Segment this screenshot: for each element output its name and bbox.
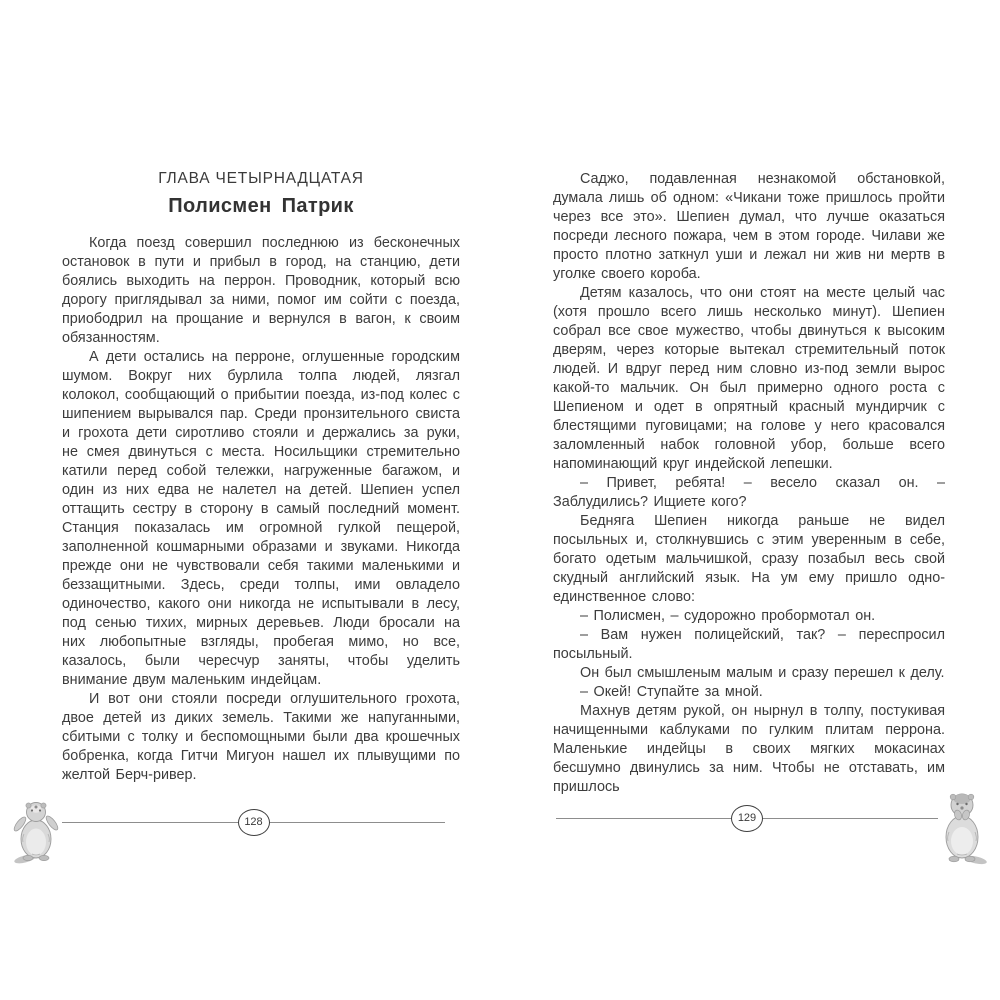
paragraph: – Окей! Ступайте за мной. bbox=[580, 684, 763, 700]
paragraph: А дети остались на перроне, оглушенные городским шумом. Вокруг них бурлила толпа людей, лязгал колокол, сообщающий о прибытии поезда, из-под колес с шипением вырывался пар. Среди пронзительного свиста и грохота дети сиротливо стояли и держались за руки, не смея двинуться с места. Носильщики стремительно катили перед собой тележки, нагруженные багажом, и один из них едва не налетел на детей. Шепиен успел оттащить сестру в сторону в самый последний момент. Станция показалась им огромной гулкой пещерой, заполненной кошмарными образами и звуками. Никогда прежде они не чувствовали себя такими маленькими и беззащитными. Здесь, среди толпы, ими овладело одиночество, какого они никогда не испытывали в лесу, под сенью тихих, мирных деревьев. Люди бросали на них любопытные взгляды, пробегая мимо, но все, казалось, были чересчур заняты, чтобы уделить внимание двум маленьким индейцам. bbox=[62, 349, 460, 688]
chapter-title: Полисмен Патрик bbox=[168, 195, 354, 217]
footer-rule bbox=[762, 818, 938, 819]
paragraph: – Привет, ребята! – весело сказал он. – Заблудились? Ищиете кого? bbox=[553, 475, 945, 510]
footer-rule bbox=[269, 822, 446, 823]
beaver-paws-at-mouth-icon bbox=[936, 788, 990, 866]
paragraph: Детям казалось, что они стоят на месте целый час (хотя прошло всего лишь несколько минут). Шепиен собрал все свое мужество, чтобы двинуться к высоким дверям, через которые вытекал стремительный поток людей. И вдруг перед ним словно из-под земли вырос какой-то мальчик. Он был примерно одного роста с Шепиеном и одет в опрятный красный мундирчик с блестящими пуговицами; на голове у него красовался заломленный набок головной убор, больше всего напоминающий круг индейской лепешки. bbox=[553, 285, 945, 472]
paragraph: Когда поезд совершил последнюю из бесконечных остановок в пути и прибыл в город, на станцию, дети боялись выходить на перрон. Проводник, который всю дорогу приглядывал за ними, помог им сойти с поезда, приободрил на прощание и вернулся в вагон, к своим обязанностям. bbox=[62, 235, 460, 346]
paragraph: Махнув детям рукой, он нырнул в толпу, постукивая начищенными каблуками по гулким плитам перрона. Маленькие индейцы в своих мягких мокасинах бесшумно двинулись за ним. Чтобы не отставать, им пришлось bbox=[553, 703, 945, 795]
paragraph: – Полисмен, – судорожно пробормотал он. bbox=[580, 608, 876, 624]
paragraph: Он был смышленым малым и сразу перешел к делу. bbox=[580, 665, 945, 681]
left-page-body bbox=[62, 234, 460, 785]
right-page bbox=[553, 170, 945, 797]
paragraph: И вот они стояли посреди оглушительного грохота, двое детей из диких земель. Такими же напуганными, сбитыми с толку и беспомощными были два крошечных бобренка, когда Гитчи Мигуон нашел их плывущими по желтой Берч-ривер. bbox=[62, 691, 460, 783]
right-page-footer bbox=[556, 804, 938, 832]
footer-rule bbox=[556, 818, 732, 819]
paragraph: – Вам нужен полицейский, так? – переспросил посыльный. bbox=[553, 627, 945, 662]
paragraph: Бедняга Шепиен никогда раньше не видел посыльных и, столкнувшись с этим уверенным в себе, богато одетым мальчишкой, сразу позабыл весь свой скудный английский язык. На ум ему пришло одно-единственное слово: bbox=[553, 513, 945, 605]
footer-rule bbox=[62, 822, 239, 823]
chapter-label: ГЛАВА ЧЕТЫРНАДЦАТАЯ bbox=[158, 170, 364, 187]
left-page-footer bbox=[62, 808, 445, 836]
left-page bbox=[62, 170, 460, 785]
right-page-body bbox=[553, 170, 945, 797]
page-number-badge: 128 bbox=[238, 809, 270, 836]
page-number-badge: 129 bbox=[731, 805, 763, 832]
beaver-arms-raised-icon bbox=[10, 798, 62, 864]
paragraph: Саджо, подавленная незнакомой обстановкой, думала лишь об одном: «Чикани тоже пришлось пройти через все это». Шепиен думал, что лучше оказаться посреди лесного пожара, чем в этом городе. Чилави же просто плотно заткнул уши и лежал ни жив ни мертв в уголке своего короба. bbox=[553, 171, 945, 282]
